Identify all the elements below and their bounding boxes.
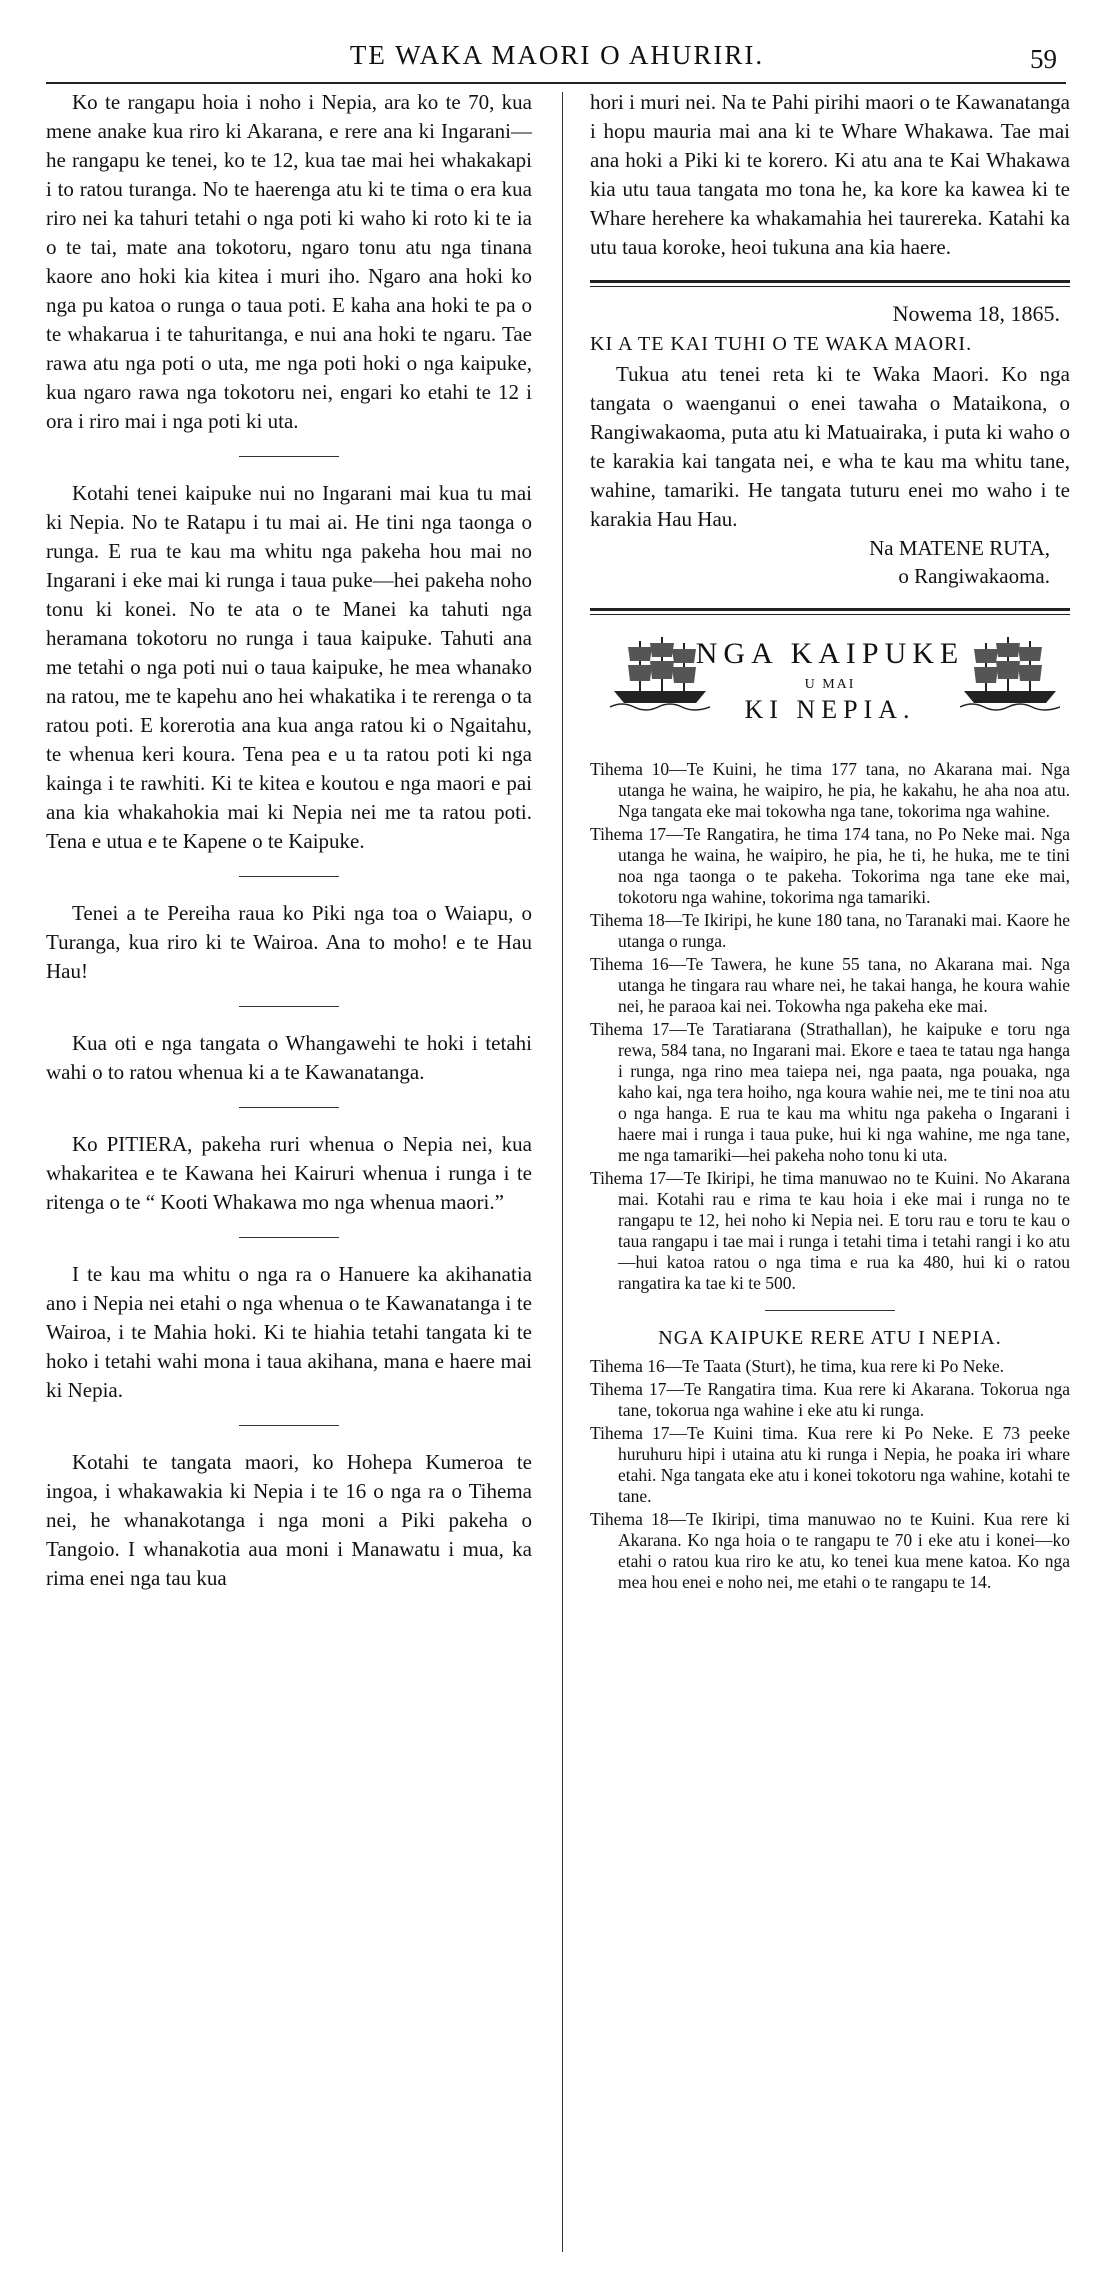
left-column [46,88,532,1593]
separator-rule [239,1107,339,1108]
departure-entry: Tihema 17—Te Rangatira tima. Kua rere ki Akarana. Tokorua nga tane, tokorua nga wahine i eke atu ki runga. [590,1379,1070,1420]
departure-entry: Tihema 18—Te Ikiripi, tima manuwao no te Kuini. Kua rere ki Akarana. Ko nga hoia o te rangapu te 70 i eke atu i konei—ko etahi o ratou kua riro ke atu, ko tenei kua mene katoa. Ko nga mea hou enei e noho nei, me etahi o te rangapu te 14. [590,1509,1070,1592]
arrival-entry: Tihema 16—Te Tawera, he kune 55 tana, no Akarana mai. Nga utanga he tingara rau whare nei, he takai hanga, he koura wahie nei, he paraoa kai nei. Tokowha nga pakeha eke mai. [590,954,1070,1016]
article-paragraph: Kotahi te tangata maori, ko Hohepa Kumeroa te ingoa, i whakawakia ki Nepia i te 16 o nga ra o Tihema nei, he whanakotanga i nga moni a Piki pakeha o Tangoio. I whanakotia aua moni i Manawatu i mua, ka rima enei nga tau kua [46,1450,532,1590]
shipping-header [590,629,1070,759]
article-paragraph-continued: hori i muri nei. Na te Pahi pirihi maori o te Kawanatanga i hopu mauria mai ana ki te Whare Whakawa. Tae mai ana hoki a Piki ki te korero. Ki atu ana te Kai Whakawa kia utu taua tangata mo tona he, ka kore ka kawea ki te Whare herehere ka whakamahia hei taurereka. Katahi ka utu taua koroke, heoi tukuna ana kia haere. [590,90,1070,259]
letter-signature: Na MATENE RUTA, [869,536,1050,560]
separator-rule [239,1237,339,1238]
arrivals-place: KI NEPIA. [744,695,916,724]
letter-salutation: KI A TE KAI TUHI O TE WAKA MAORI. [590,333,973,355]
article-paragraph: Ko PITIERA, pakeha ruri whenua o Nepia nei, kua whakaritea e te Kawana hei Kairuri whenua i runga i te ritenga o te “ Kooti Whakawa mo nga whenua maori.” [46,1132,532,1214]
article-paragraph: Kotahi tenei kaipuke nui no Ingarani mai kua tu mai ki Nepia. No te Ratapu i tu mai ai. He tini nga taonga o runga. E rua te kau ma whitu nga pakeha hou mai no Ingarani i eke mai ki runga i taua puke—hei pakeha noho tonu ki konei. No te ata o te Manei ka tahuti nga heramana tokotoru no runga i taua kaipuke. Tahuti ana me tetahi o nga poti nui o taua kaipuke, he mea whanako na ratou, me te kapehu ano hei whakatika i te rerenga o ta ratou poti. E korerotia ana kua anga ratou ki o Ngaitahu, te whenua keri koura. Tena pea e u ta ratou poti ki nga kainga i te rawhiti. Ki te kitea e koutou e nga maori e pai ana kia whakahokia mai ki Nepia nei me ta ratou poti. Tena e utua e te Kapene o te Kaipuke. [46,481,532,853]
departure-entry: Tihema 17—Te Kuini tima. Kua rere ki Po Neke. E 73 peeke huruhuru hipi i utaina atu ki runga i Nepia, he poaka iri whare etahi. Nga tangata eke atu i konei tokotoru nga wahine, kotahi te tane. [590,1423,1070,1506]
separator-rule [239,1006,339,1007]
header-rule [46,82,1066,84]
article-paragraph: Kua oti e nga tangata o Whangawehi te hoki i tetahi wahi o to ratou whenua ki a te Kawanatanga. [46,1031,532,1084]
article-paragraph: Ko te rangapu hoia i noho i Nepia, ara ko te 70, kua mene anake kua riro ki Akarana, e rere ana ki Ingarani—he rangapu ke tenei, ko te 12, kua tae mai hei whakakapi i to ratou turanga. No te haerenga atu ki te tima o era kua riro nei ka tahuri tetahi o nga poti ki waho ki roto ki te ia o te tai, mate ana tokotoru, ngaro tonu atu nga tinana kaore ano hoki kia kitea i muri iho. Ngaro ana hoki ko nga pu katoa o runga o taua poti. E kaha ana hoki te pa o te whakarua i te tahuritanga, e nui ana hoki te ngaru. Tae rawa atu nga poti o uta, me nga poti hoki o nga kaipuke, kua ngaro rawa nga tokotoru nei, engari ko etahi te 12 i ora i riro mai i nga poti ki uta. [46,90,532,433]
letter-signature-place: o Rangiwakaoma. [898,564,1050,588]
departures-title: NGA KAIPUKE RERE ATU I NEPIA. [658,1327,1002,1349]
heavy-rule [590,608,1070,615]
separator-rule [239,456,339,457]
article-paragraph: I te kau ma whitu o nga ra o Hanuere ka akihanatia ano i Nepia nei etahi o nga whenua o te Kawanatanga i te Wairoa, i te Mahia hoki. Ki te hiahia tetahi tangata ki te hoko i tetahi wahi mona i taua akihana, mana e haere mai ki Nepia. [46,1262,532,1402]
separator-rule [239,1425,339,1426]
arrivals-title: NGA KAIPUKE [695,637,965,670]
right-column [590,88,1070,1595]
sailing-ship-icon [960,635,1060,713]
arrival-entry: Tihema 18—Te Ikiripi, he kune 180 tana, no Taranaki mai. Kaore he utanga o runga. [590,910,1070,951]
letter-date: Nowema 18, 1865. [892,301,1060,326]
separator-rule [239,876,339,877]
page-number: 59 [1030,44,1057,74]
page-title: TE WAKA MAORI O AHURIRI. [349,40,765,70]
arrival-entry: Tihema 10—Te Kuini, he tima 177 tana, no Akarana mai. Nga utanga he waina, he waipiro, he pia, he kakahu, he aha noa atu. Nga tangata eke mai tokowha nga tane, tokorima nga wahine. [590,759,1070,821]
arrival-entry: Tihema 17—Te Ikiripi, he tima manuwao no te Kuini. No Akarana mai. Kotahi rau e rima te kau hoia i eke mai i runga no te rangapu te 12, hei noho ki Nepia nei. E toru rau e toru te kau o taua rangapu i tae mai i runga i tetahi tima i tetahi rangi i ko atu—hui katoa ratou o nga tima e rua ka 480, hui ki o ratou rangatira ka tae ki te 500. [590,1168,1070,1293]
article-paragraph: Tenei a te Pereiha raua ko Piki nga toa o Waiapu, o Turanga, kua riro ki te Wairoa. Ana to moho! e te Hau Hau! [46,901,532,983]
arrivals-subtitle: U MAI [804,677,856,692]
column-divider [562,92,563,2252]
arrival-entry: Tihema 17—Te Rangatira, he tima 174 tana, no Po Neke mai. Nga utanga he waina, he waipiro, he pia, he ti, he huka, me te tini noa nga taonga o te pakeha. Tokorima nga tane eke mai, tokotoru nga wahine, tokorima nga tamariki. [590,824,1070,907]
letter-body: Tukua atu tenei reta ki te Waka Maori. Ko nga tangata o waenganui o enei tawaha o Mataikona, o Rangiwakaoma, puta atu ki Matuairaka, i puta ki waho o te karakia kai tangata nei, e wha te kau ma whitu tane, wahine, tamariki. He tangata tuturu enei mo waho i te karakia Hau Hau. [590,362,1070,531]
heavy-rule [590,280,1070,287]
arrival-entry: Tihema 17—Te Taratiarana (Strathallan), he kaipuke e toru nga rewa, 584 tana, no Ingarani mai. Ekore e taea te tatau nga hanga i runga, nga rino mea taiepa nei, nga paata, nga pouaka, nga kaho kai, nga tera hoiho, nga koura wahie nei, me te tini noa atu o nga hanga. E rua te kau ma whitu nga pakeha o Ingarani i haere mai i runga i taua puke, hui ki nga wahine, me nga tane, me nga tamariki—hei pakeha noho tonu ki uta. [590,1019,1070,1165]
departure-entry: Tihema 16—Te Taata (Sturt), he tima, kua rere ki Po Neke. [590,1356,1005,1376]
separator-rule [765,1310,895,1311]
